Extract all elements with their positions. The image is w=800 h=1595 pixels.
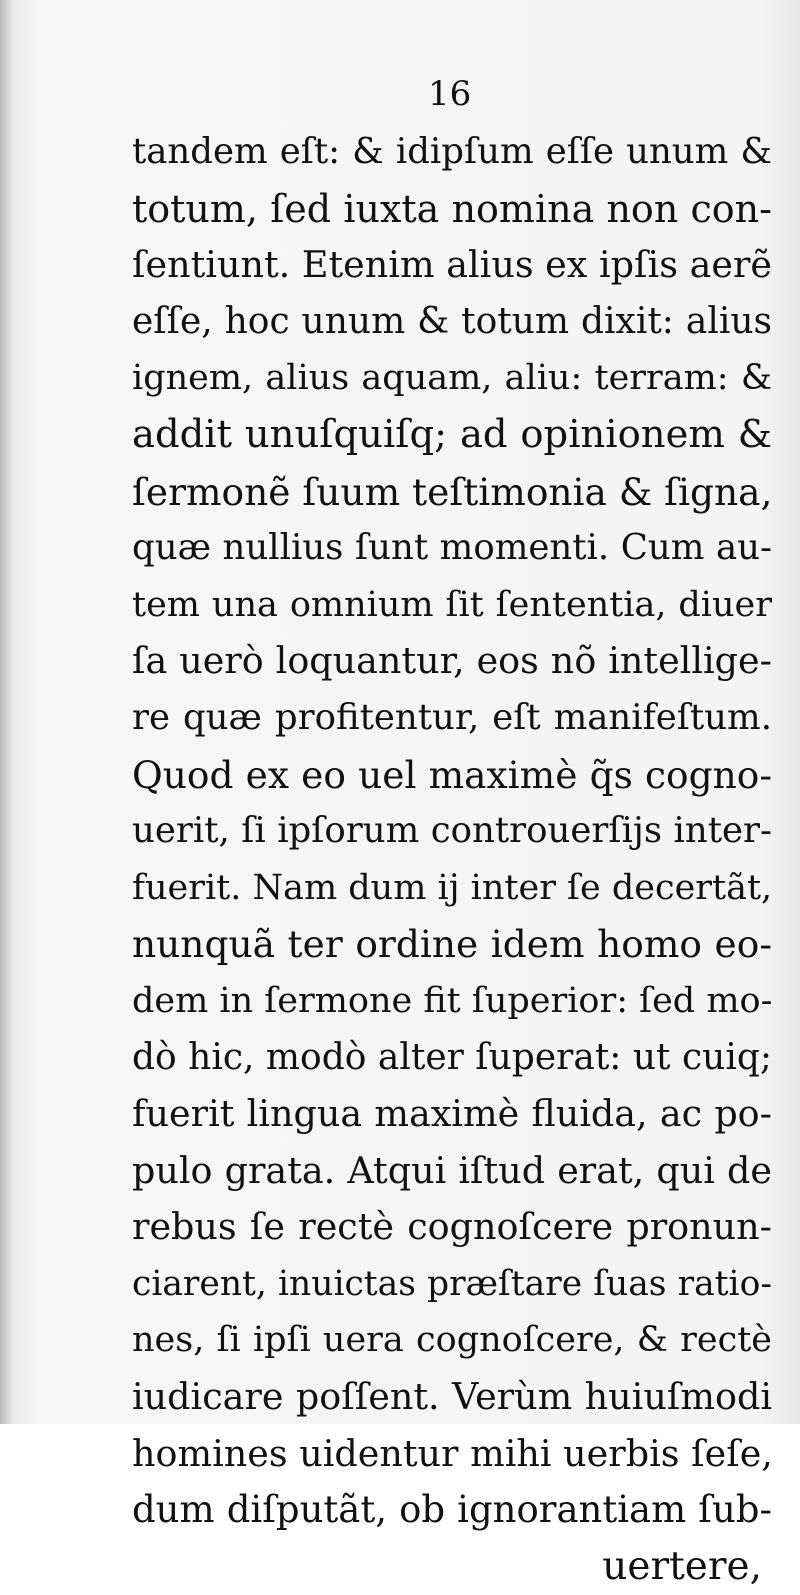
text-line: quæ nullius ſunt momenti. Cum au-	[132, 527, 772, 569]
text-line: Quod ex eo uel maximè q̃s cogno-	[132, 752, 772, 797]
text-line: fuerit lingua maximè fluida, ac po-	[132, 1092, 772, 1136]
text-line: tem una omnium ſit ſententia, diuer	[132, 584, 772, 625]
text-line: dò hic, modò alter ſuperat: ut cuiq;	[132, 1036, 772, 1078]
text-line: ſentiunt. Etenim alius ex ipſis aerẽ	[132, 243, 772, 287]
text-line: iudicare poſſent. Verùm huiuſmodi	[132, 1375, 772, 1419]
text-line: eſſe, hoc unum & totum dixit: alius	[132, 300, 772, 342]
text-line: uerit, ſi ipſorum controuerſijs inter-	[132, 810, 772, 852]
text-line: pulo grata. Atqui iſtud erat, qui de	[132, 1148, 772, 1192]
text-line: ſermonẽ ſuum teſtimonia & ſigna,	[132, 469, 773, 514]
text-line: ſa uerò loquantur, eos nõ intellige-	[132, 639, 772, 683]
page-number: 16	[428, 74, 472, 114]
text-line: dem in ſermone fit ſuperior: ſed mo-	[132, 980, 773, 1021]
text-line: dum diſputãt, ob ignorantiam ſub-	[132, 1488, 772, 1532]
text-line: tandem eſt: & idipſum eſſe unum &	[132, 131, 772, 172]
text-line: fuerit. Nam dum ij inter ſe decertãt,	[132, 867, 773, 908]
page-gutter	[0, 0, 12, 1424]
text-line: homines uidentur mihi uerbis ſeſe,	[132, 1431, 773, 1475]
text-line: ignem, alius aquam, aliu: terram: &	[132, 358, 772, 399]
body-text	[132, 124, 772, 1595]
text-line: re quæ profitentur, eſt manifeſtum.	[132, 696, 772, 738]
text-line: nes, ſi ipſi uera cognoſcere, & rectè	[132, 1320, 772, 1361]
text-line: addit unuſquiſq; ad opinionem &	[132, 411, 772, 457]
text-line: nunquã ter ordine idem homo eo-	[132, 922, 772, 967]
text-line: totum, ſed iuxta nomina non con-	[132, 186, 772, 231]
text-line: rebus ſe rectè cognoſcere pronun-	[132, 1205, 772, 1249]
text-line: ciarent, inuictas præſtare ſuas ratio-	[132, 1263, 772, 1304]
catchword-line: uertere,	[602, 1543, 762, 1589]
